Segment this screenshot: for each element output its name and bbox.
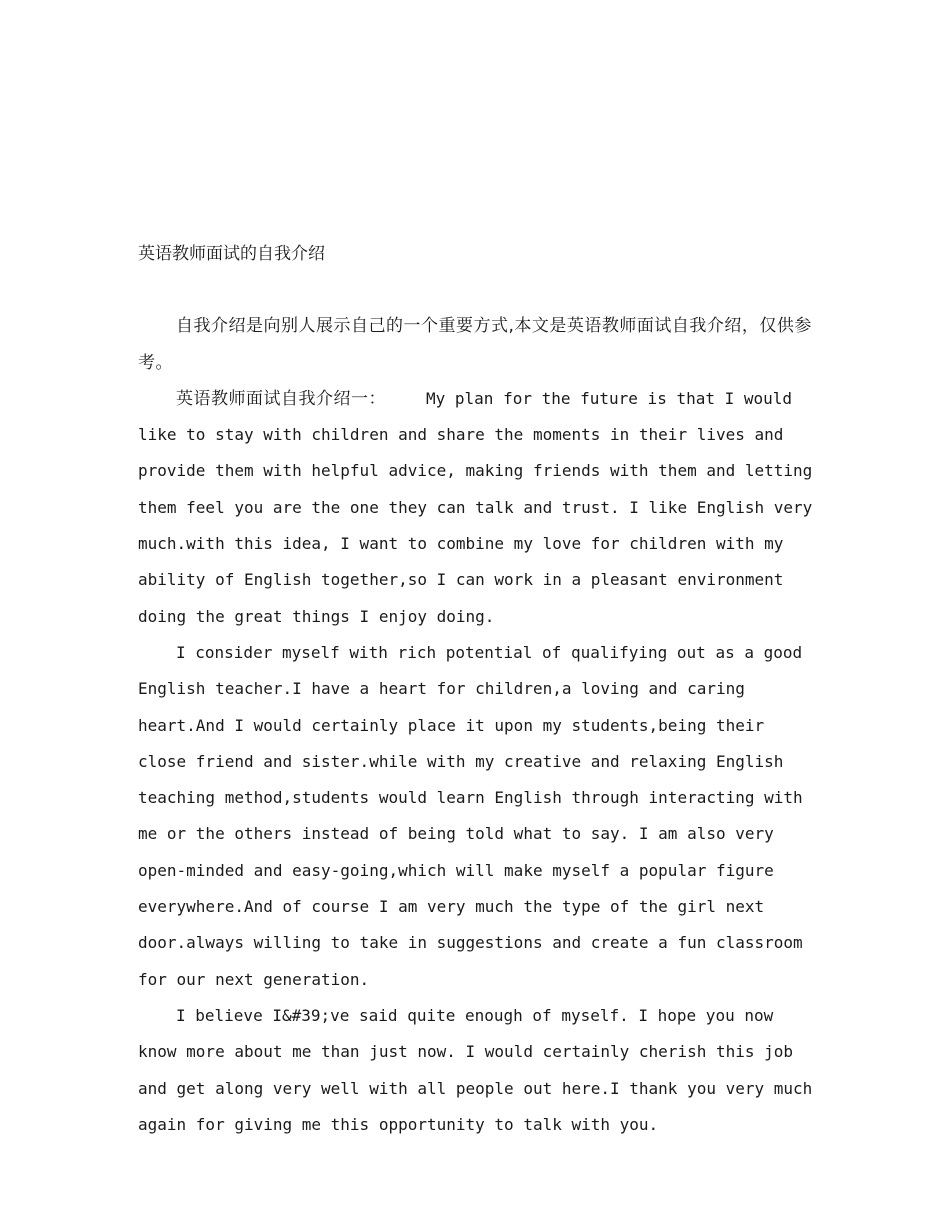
paragraph-3: I believe I&#39;ve said quite enough of myself. I hope you now know more about me than just now. I would certainly cherish this job and get along very well with all people out here.I thank you very much again for giving me this opportunity to talk with you. (138, 1005, 813, 1134)
paragraph-1 (138, 381, 818, 635)
document-body (138, 236, 818, 1143)
section-1-label: 英语教师面试自我介绍一： (176, 388, 386, 409)
intro-paragraph: 自我介绍是向别人展示自己的一个重要方式,本文是英语教师面试自我介绍，仅供参考。 (138, 316, 812, 373)
paragraph-2: I consider myself with rich potential of qualifying out as a good English teacher.I have a heart for children,a loving and caring heart.And I would certainly place it upon my students,being their close friend and sister.while with my creative and relaxing English teaching method,students would learn English through interacting with me or the others instead of being told what to say. I am also very open-minded and easy-going,which will make myself a popular figure everywhere.And of course I am very much the type of the girl next door.always willing to take in suggestions and create a fun classroom for our next generation. (138, 642, 803, 989)
paragraph-1-text: My plan for the future is that I would like to stay with children and share the moments in their lives and provide them with helpful advice, making friends with them and letting them feel you are the one they can talk and trust. I like English very much.with this idea, I want to combine my love for children with my ability of English together,so I can work in a pleasant environment doing the great things I enjoy doing. (138, 388, 813, 626)
document-title: 英语教师面试的自我介绍 (138, 244, 325, 264)
